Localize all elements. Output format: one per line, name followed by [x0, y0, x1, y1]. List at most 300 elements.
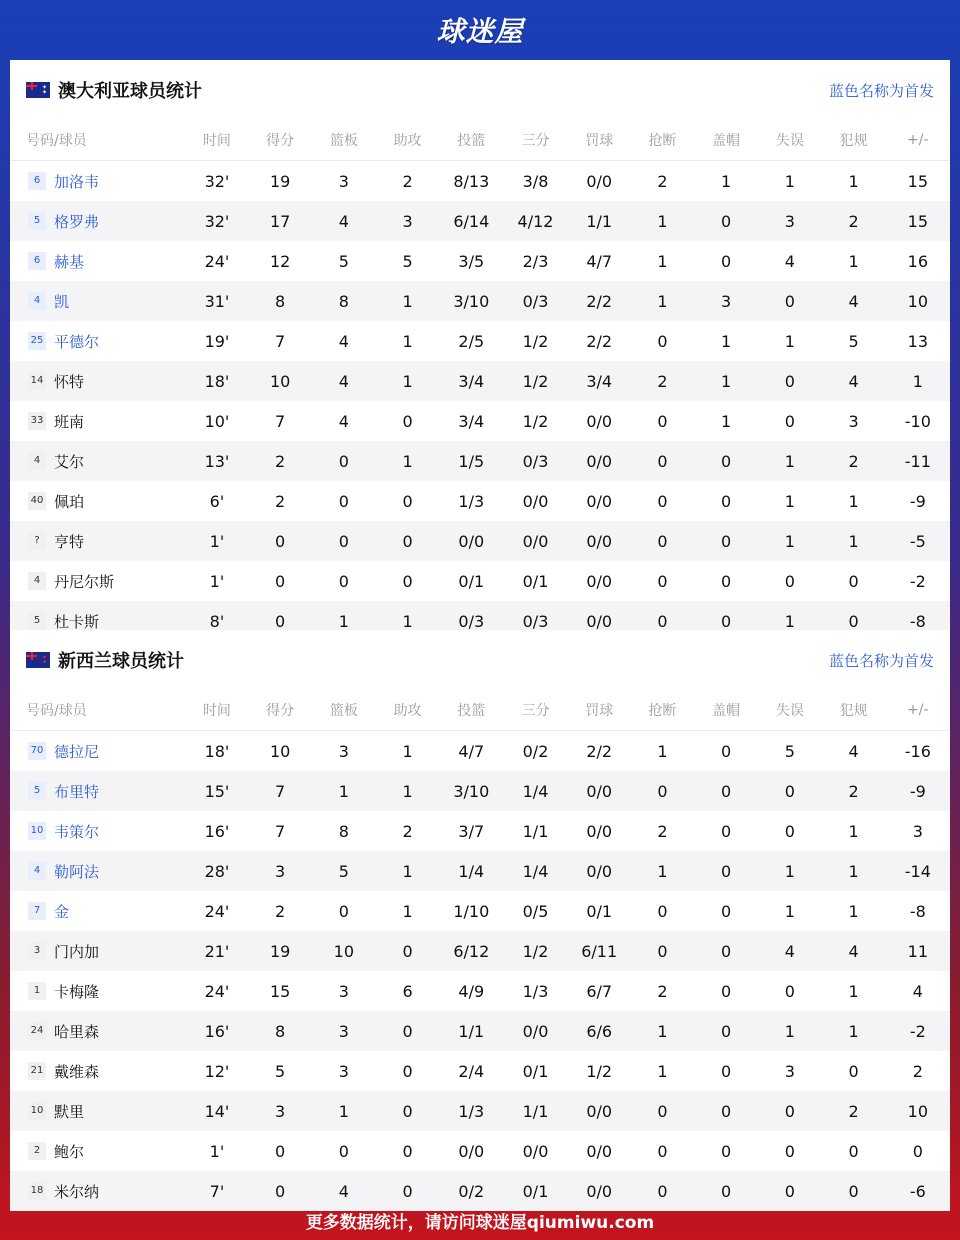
- stat-cell: 2/2: [586, 291, 613, 311]
- stat-cell: 0/1: [586, 901, 613, 921]
- column-header: 三分: [503, 120, 567, 161]
- column-header: 投篮: [439, 120, 503, 161]
- player-name[interactable]: 鲍尔: [54, 1142, 85, 1161]
- stat-cell: 0/3: [522, 291, 549, 311]
- stat-cell: 0: [721, 451, 732, 471]
- player-name[interactable]: 德拉尼: [54, 742, 100, 761]
- stat-cell: 0/0: [586, 781, 613, 801]
- stat-cell: 1: [848, 861, 859, 881]
- stat-cell: 13: [907, 331, 928, 351]
- stat-cell: 0/3: [522, 451, 549, 471]
- jersey-number: 25: [28, 332, 46, 350]
- stat-cell: 0: [784, 371, 795, 391]
- stat-cell: 0: [275, 611, 286, 631]
- stat-cell: 0/0: [586, 171, 613, 191]
- stat-cell: 1: [402, 331, 413, 351]
- stat-cell: 0: [721, 821, 732, 841]
- stat-cell: 0: [848, 1061, 859, 1081]
- stat-cell: 1: [402, 781, 413, 801]
- stat-cell: 1/4: [522, 861, 549, 881]
- stat-cell: 18': [204, 371, 230, 391]
- stat-cell: 0: [721, 981, 732, 1001]
- stat-cell: -5: [909, 531, 926, 551]
- stat-cell: 0: [721, 1141, 732, 1161]
- column-header: 助攻: [376, 120, 439, 161]
- stat-cell: 1/1: [586, 211, 613, 231]
- stat-cell: 4/7: [458, 741, 485, 761]
- player-name[interactable]: 哈里森: [54, 1022, 100, 1041]
- stat-cell: 32': [204, 171, 230, 191]
- stat-cell: 8: [338, 291, 349, 311]
- stat-cell: 0: [721, 251, 732, 271]
- stat-cell: 2/2: [586, 741, 613, 761]
- stat-cell: 4: [338, 1181, 349, 1201]
- stat-cell: 31': [204, 291, 230, 311]
- player-row: [10, 561, 950, 601]
- stat-cell: 0/0: [586, 861, 613, 881]
- jersey-number: 4: [28, 452, 46, 470]
- player-row: [10, 891, 950, 931]
- player-name[interactable]: 赫基: [54, 252, 85, 271]
- player-name[interactable]: 平德尔: [54, 332, 100, 351]
- stat-cell: 3/7: [458, 821, 485, 841]
- team-panel-australia: [10, 60, 950, 630]
- stat-cell: 0: [338, 531, 349, 551]
- stat-cell: 8: [338, 821, 349, 841]
- stat-cell: 1: [784, 491, 795, 511]
- stat-cell: 13': [204, 451, 230, 471]
- player-row: [10, 481, 950, 521]
- stat-cell: 0/0: [522, 531, 549, 551]
- player-name[interactable]: 布里特: [54, 782, 100, 801]
- stat-cell: 1: [848, 901, 859, 921]
- stat-cell: 1/3: [458, 1101, 485, 1121]
- player-name[interactable]: 凯: [54, 292, 70, 311]
- stat-cell: 4: [848, 741, 859, 761]
- player-row: [10, 321, 950, 361]
- stat-cell: 0: [338, 1141, 349, 1161]
- player-name[interactable]: 怀特: [54, 372, 85, 391]
- stat-cell: 10: [907, 1101, 928, 1121]
- stat-cell: 0: [848, 1181, 859, 1201]
- stat-cell: 1: [721, 331, 732, 351]
- jersey-number: 3: [28, 942, 46, 960]
- stat-cell: 0/0: [586, 1101, 613, 1121]
- stat-cell: 1: [848, 1021, 859, 1041]
- stat-cell: 10: [333, 941, 355, 961]
- stat-cell: -14: [904, 861, 931, 881]
- stat-cell: 0/1: [458, 571, 485, 591]
- stat-cell: 0/2: [458, 1181, 485, 1201]
- stat-cell: 0/1: [522, 571, 549, 591]
- player-row: [10, 281, 950, 321]
- player-name[interactable]: 勒阿法: [54, 862, 100, 881]
- stat-cell: -9: [909, 781, 926, 801]
- stat-cell: 0/0: [586, 1181, 613, 1201]
- stat-cell: 0: [848, 1141, 859, 1161]
- stat-cell: 1: [657, 211, 668, 231]
- starter-note: 蓝色名称为首发: [828, 81, 934, 100]
- stat-cell: 1/2: [522, 371, 549, 391]
- stat-cell: 1': [209, 571, 225, 591]
- stat-cell: 19: [269, 941, 291, 961]
- stat-cell: 1/4: [458, 861, 485, 881]
- stat-cell: 4: [784, 251, 795, 271]
- stat-cell: 0: [721, 781, 732, 801]
- stat-cell: 0: [657, 611, 668, 631]
- stat-cell: 3: [275, 1101, 286, 1121]
- player-row: [10, 771, 950, 811]
- stat-cell: 1/3: [522, 981, 549, 1001]
- stat-cell: 0/0: [586, 571, 613, 591]
- jersey-number: 14: [28, 372, 46, 390]
- stat-cell: 0: [657, 901, 668, 921]
- player-name[interactable]: 杜卡斯: [54, 612, 100, 631]
- stat-cell: 0: [402, 1181, 413, 1201]
- stat-cell: 2: [657, 981, 668, 1001]
- column-header: 抢断: [631, 690, 694, 731]
- stat-cell: 15: [907, 171, 928, 191]
- stat-cell: 0/0: [586, 451, 613, 471]
- stat-cell: 0: [275, 1141, 286, 1161]
- stat-cell: 21': [204, 941, 230, 961]
- stat-cell: 1: [338, 1101, 349, 1121]
- stat-cell: 0: [784, 1141, 795, 1161]
- stat-cell: 0: [721, 611, 732, 631]
- player-name[interactable]: 戴维森: [54, 1062, 100, 1081]
- column-header: 失误: [758, 690, 821, 731]
- stat-cell: 14': [204, 1101, 230, 1121]
- jersey-number: 5: [28, 612, 46, 630]
- column-header: 投篮: [439, 690, 503, 731]
- stat-cell: -6: [909, 1181, 926, 1201]
- stat-cell: 16': [204, 821, 230, 841]
- column-header: 助攻: [376, 690, 439, 731]
- stat-cell: 3: [721, 291, 732, 311]
- stat-cell: 3/4: [586, 371, 613, 391]
- stat-cell: 1/4: [522, 781, 549, 801]
- stat-cell: 0: [402, 491, 413, 511]
- stat-cell: 1: [657, 251, 668, 271]
- stat-cell: 0: [721, 531, 732, 551]
- jersey-number: 6: [28, 172, 46, 190]
- stat-cell: 1/5: [458, 451, 485, 471]
- stat-cell: 0: [275, 531, 286, 551]
- column-header: +/-: [886, 690, 950, 731]
- stat-cell: 0: [657, 491, 668, 511]
- stat-cell: 1: [657, 291, 668, 311]
- stat-cell: 2: [848, 451, 859, 471]
- player-name[interactable]: 门内加: [54, 942, 100, 961]
- stat-cell: 6/6: [586, 1021, 613, 1041]
- stat-cell: 4: [912, 981, 923, 1001]
- stat-cell: 10: [907, 291, 928, 311]
- stat-cell: 0: [848, 571, 859, 591]
- stat-cell: 1: [402, 611, 413, 631]
- stat-cell: 1/10: [453, 901, 490, 921]
- stat-cell: 4: [848, 371, 859, 391]
- team-title: 澳大利亚球员统计: [58, 81, 202, 102]
- stat-cell: 3: [784, 211, 795, 231]
- stat-cell: 1/1: [458, 1021, 485, 1041]
- player-name[interactable]: 格罗弗: [54, 212, 100, 231]
- player-row: [10, 1091, 950, 1131]
- stat-cell: 8/13: [453, 171, 490, 191]
- stat-cell: 3: [912, 821, 923, 841]
- stat-cell: 3: [338, 1061, 349, 1081]
- stat-cell: 0: [721, 491, 732, 511]
- stat-cell: 5: [848, 331, 859, 351]
- stat-cell: 0: [338, 901, 349, 921]
- stat-cell: 1: [402, 291, 413, 311]
- stat-cell: 0/0: [586, 821, 613, 841]
- stat-cell: 0: [657, 451, 668, 471]
- column-header: 盖帽: [694, 120, 758, 161]
- player-row: [10, 811, 950, 851]
- player-row: [10, 401, 950, 441]
- stat-cell: 1: [848, 171, 859, 191]
- stat-cell: 0: [784, 981, 795, 1001]
- stat-cell: 7: [275, 331, 286, 351]
- stat-cell: 24': [204, 981, 230, 1001]
- stat-cell: 0: [402, 941, 413, 961]
- stat-cell: 0: [721, 571, 732, 591]
- player-row: [10, 1131, 950, 1171]
- stat-cell: 32': [204, 211, 230, 231]
- stat-cell: -2: [909, 1021, 926, 1041]
- player-name[interactable]: 丹尼尔斯: [54, 572, 115, 591]
- stat-cell: 24': [204, 901, 230, 921]
- player-name[interactable]: 卡梅隆: [54, 982, 100, 1001]
- player-row: [10, 931, 950, 971]
- player-name[interactable]: 韦策尔: [54, 822, 100, 841]
- jersey-number: 5: [28, 782, 46, 800]
- jersey-number: 4: [28, 292, 46, 310]
- stat-cell: 8: [275, 1021, 286, 1041]
- stat-cell: -2: [909, 571, 926, 591]
- stat-cell: 0/0: [586, 1141, 613, 1161]
- stat-cell: -8: [909, 611, 926, 631]
- stat-cell: 0: [721, 941, 732, 961]
- stat-cell: 1: [848, 251, 859, 271]
- stat-cell: 0/0: [522, 1141, 549, 1161]
- stat-cell: 1: [784, 611, 795, 631]
- stat-cell: 2: [402, 171, 413, 191]
- stat-cell: 0/3: [522, 611, 549, 631]
- player-name[interactable]: 佩珀: [54, 492, 85, 511]
- stat-cell: 0/0: [522, 1021, 549, 1041]
- stat-cell: 3/4: [458, 411, 485, 431]
- stat-cell: 15: [907, 211, 928, 231]
- jersey-number: 4: [28, 862, 46, 880]
- stat-cell: 1: [784, 861, 795, 881]
- jersey-number: 21: [28, 1062, 46, 1080]
- stat-cell: 0: [275, 1181, 286, 1201]
- footer-text: 更多数据统计，请访问球迷屋qiumiwu.com: [305, 1212, 655, 1233]
- stat-cell: 0: [657, 781, 668, 801]
- stat-cell: 1: [784, 451, 795, 471]
- jersey-number: 40: [28, 492, 46, 510]
- jersey-number: 6: [28, 252, 46, 270]
- stat-cell: 2: [275, 901, 286, 921]
- player-name[interactable]: 亨特: [54, 532, 85, 551]
- jersey-number: 10: [28, 1102, 46, 1120]
- team-title: 新西兰球员统计: [58, 651, 184, 672]
- team-title-row: [10, 630, 950, 690]
- stat-cell: 1: [402, 741, 413, 761]
- player-row: [10, 361, 950, 401]
- stat-cell: 1: [784, 1021, 795, 1041]
- australia-flag-icon: ✦ ✦: [26, 82, 50, 98]
- stat-cell: 0: [657, 1181, 668, 1201]
- jersey-number: 4: [28, 572, 46, 590]
- column-header: 时间: [185, 120, 248, 161]
- stat-cell: 6': [209, 491, 225, 511]
- column-header: 盖帽: [694, 690, 758, 731]
- stat-cell: 1/3: [458, 491, 485, 511]
- stat-cell: 0: [657, 411, 668, 431]
- stat-cell: 1: [657, 861, 668, 881]
- stat-cell: 0/1: [522, 1061, 549, 1081]
- stat-cell: 1: [721, 411, 732, 431]
- stat-cell: 2: [912, 1061, 923, 1081]
- stat-cell: -10: [904, 411, 931, 431]
- stat-cell: 3: [275, 861, 286, 881]
- stat-cell: 0: [784, 1101, 795, 1121]
- stat-cell: 2: [657, 371, 668, 391]
- stat-cell: 12': [204, 1061, 230, 1081]
- stat-cell: 1: [338, 611, 349, 631]
- stat-cell: 4: [784, 941, 795, 961]
- stat-cell: 1: [721, 171, 732, 191]
- player-row: [10, 241, 950, 281]
- player-name[interactable]: 加洛韦: [54, 172, 100, 191]
- stat-cell: 19': [204, 331, 230, 351]
- stat-cell: 0: [275, 571, 286, 591]
- stat-cell: 3: [338, 981, 349, 1001]
- stat-cell: 0: [657, 1141, 668, 1161]
- stat-cell: 4: [338, 371, 349, 391]
- stat-cell: 2: [275, 451, 286, 471]
- column-header: 得分: [249, 690, 312, 731]
- stat-cell: 0: [657, 331, 668, 351]
- stat-cell: 3: [848, 411, 859, 431]
- jersey-number: 7: [28, 902, 46, 920]
- stat-cell: 1: [402, 901, 413, 921]
- player-row: [10, 1011, 950, 1051]
- player-name[interactable]: 艾尔: [54, 452, 85, 471]
- player-name[interactable]: 班南: [54, 412, 85, 431]
- stat-cell: 5: [338, 251, 349, 271]
- jersey-number: 18: [28, 1182, 46, 1200]
- stat-cell: 0: [402, 1141, 413, 1161]
- stat-cell: 17: [269, 211, 291, 231]
- stat-cell: 2: [657, 171, 668, 191]
- player-name[interactable]: 米尔纳: [54, 1182, 100, 1201]
- column-header: 号码/球员: [10, 120, 185, 161]
- stat-cell: 0/3: [458, 611, 485, 631]
- stat-cell: 1/2: [586, 1061, 613, 1081]
- stat-cell: 4: [848, 941, 859, 961]
- stat-cell: 0/0: [586, 611, 613, 631]
- stat-cell: 1: [402, 371, 413, 391]
- stat-cell: 0/5: [522, 901, 549, 921]
- stat-cell: 0/1: [522, 1181, 549, 1201]
- stat-cell: 1: [784, 331, 795, 351]
- stat-cell: 11: [907, 941, 928, 961]
- stat-cell: 4: [338, 211, 349, 231]
- stat-cell: 3/8: [522, 171, 549, 191]
- stat-cell: 0/0: [458, 531, 485, 551]
- stat-cell: 7: [275, 781, 286, 801]
- stat-cell: 1/2: [522, 941, 549, 961]
- jersey-number: 2: [28, 1142, 46, 1160]
- stat-cell: 1': [209, 531, 225, 551]
- stat-cell: 2: [402, 821, 413, 841]
- player-row: [10, 521, 950, 561]
- new-zealand-flag-icon: ✦ ✦: [26, 652, 50, 668]
- stat-cell: 0/2: [522, 741, 549, 761]
- player-name[interactable]: 默里: [54, 1102, 85, 1121]
- team-title-row: [10, 60, 950, 120]
- player-name[interactable]: 金: [54, 902, 70, 921]
- stat-cell: 0: [784, 821, 795, 841]
- stat-cell: 3/10: [453, 781, 490, 801]
- stat-cell: 1: [402, 451, 413, 471]
- stat-cell: 5: [784, 741, 795, 761]
- jersey-number: ?: [28, 532, 46, 550]
- player-row: [10, 161, 950, 202]
- stat-cell: 0: [721, 741, 732, 761]
- stat-cell: 0: [721, 1021, 732, 1041]
- stat-cell: 1: [784, 171, 795, 191]
- stat-cell: 0/0: [522, 491, 549, 511]
- stat-cell: 2/5: [458, 331, 485, 351]
- stat-cell: 0/0: [586, 531, 613, 551]
- stat-cell: 1: [912, 371, 923, 391]
- stat-cell: 3: [402, 211, 413, 231]
- stat-cell: -9: [909, 491, 926, 511]
- column-header: 犯规: [821, 690, 885, 731]
- stat-cell: 0: [402, 1101, 413, 1121]
- stat-cell: 2/4: [458, 1061, 485, 1081]
- stat-cell: 10: [269, 371, 291, 391]
- stat-cell: 0: [784, 411, 795, 431]
- stat-cell: 1: [848, 531, 859, 551]
- stat-cell: 0: [721, 861, 732, 881]
- stat-cell: 0: [721, 901, 732, 921]
- footer-banner[interactable]: [0, 1200, 960, 1240]
- column-header: +/-: [886, 120, 950, 161]
- stat-cell: 1': [209, 1141, 225, 1161]
- stat-cell: 0/0: [586, 411, 613, 431]
- stat-cell: 4/7: [586, 251, 613, 271]
- stat-cell: 1: [657, 1061, 668, 1081]
- stat-cell: 0: [848, 611, 859, 631]
- app-header: [0, 0, 960, 60]
- stat-cell: 4: [338, 411, 349, 431]
- stat-cell: 0: [338, 491, 349, 511]
- column-header: 罚球: [568, 690, 631, 731]
- stat-cell: 3: [338, 741, 349, 761]
- stat-cell: 12: [269, 251, 291, 271]
- stat-cell: 1: [338, 781, 349, 801]
- stat-cell: 18': [204, 741, 230, 761]
- player-stats-table: [10, 690, 950, 1211]
- stat-cell: 8: [275, 291, 286, 311]
- stat-cell: 1: [848, 981, 859, 1001]
- column-header: 罚球: [568, 120, 631, 161]
